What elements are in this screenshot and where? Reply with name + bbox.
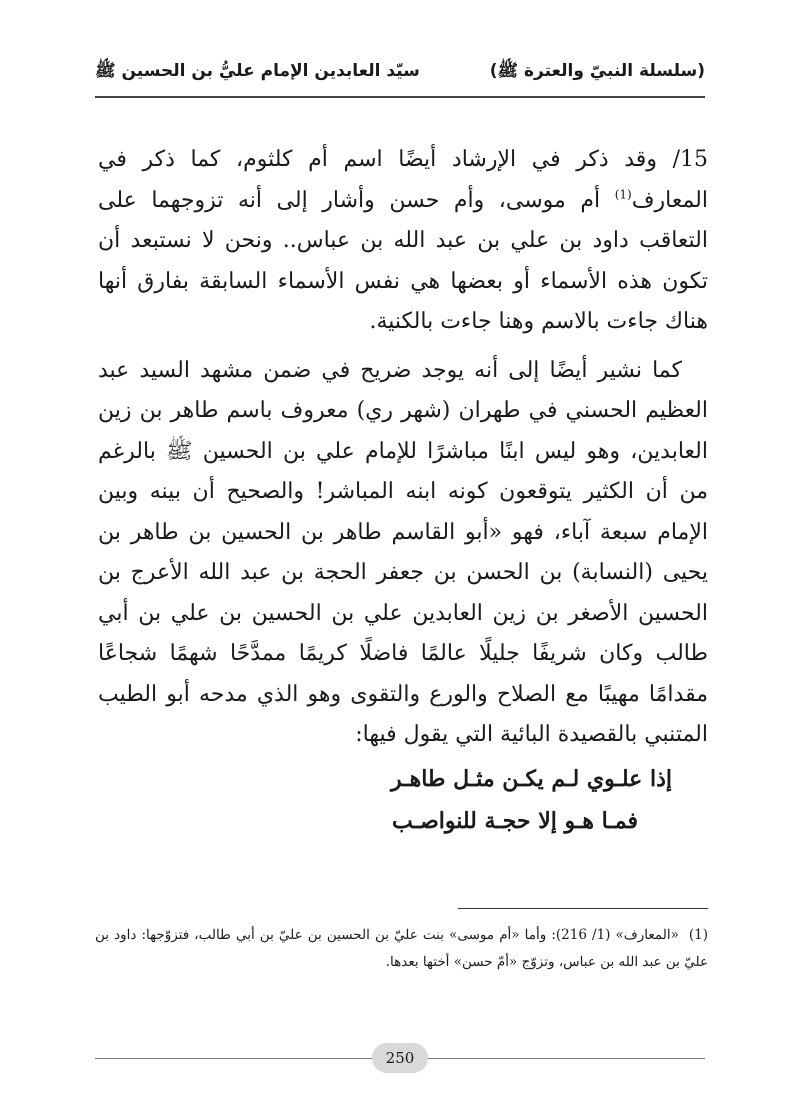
footnote-separator	[458, 908, 708, 909]
paragraph-2: كما نشير أيضًا إلى أنه يوجد ضريح في ضمن مشهد السيد عبد العظيم الحسني في طهران (شهر ري) معروف باسم طاهر بن زين العابدين، وهو ليس ابنًا مباشرًا للإمام علي بن الحسين ﷺ بالرغم من أن الكثير يتوقعون كونه ابنه المباشر! والصحيح أن بينه وبين الإمام سبعة آباء، فهو «أبو القاسم طاهر بن الحسين بن طاهر بن يحيى (النسابة) بن الحسن بن جعفر الحجة بن عبد الله الأعرج بن الحسين الأصغر بن زين العابدين علي بن الحسين بن علي بن أبي طالب وكان شريفًا جليلًا عالمًا فاضلًا كريمًا ممدَّحًا شهمًا شجاعًا مقدامًا مهيبًا مع الصلاح والورع والتقوى وهو الذي مدحه أبو الطيب المتنبي بالقصيدة البائية التي يقول فيها:	[98, 357, 708, 747]
book-title: سيّد العابدين الإمام عليُّ بن الحسين ﷺ	[95, 60, 420, 81]
page-number: 250	[372, 1043, 428, 1073]
main-text	[98, 140, 708, 842]
poem-first-hemistich: إذا علـوي لـم يكـن مثـل طاهـر	[391, 765, 672, 792]
footnote-number: (1)	[688, 927, 709, 943]
poem-second-hemistich: فمـا هـو إلا حجـة للنواصـب	[392, 807, 638, 834]
footnotes	[95, 922, 708, 976]
item-number: 15/	[672, 147, 708, 172]
footnote-marker[interactable]: (1)	[614, 187, 632, 202]
paragraph-15-rest: أم موسى، وأم حسن وأشار إلى أنه تزوجهما على التعاقب داود بن علي بن عبد الله بن عباس.. ونحن لا نستبعد أن تكون هذه الأسماء أو بعضها هي نفس الأسماء السابقة بفارق أنها هناك جاءت بالاسم وهنا جاءت بالكنية.	[98, 187, 708, 334]
running-header	[95, 52, 705, 98]
footnote-1	[95, 922, 708, 976]
page-footer	[95, 1043, 705, 1073]
paragraph-15-start: وقد ذكر في الإرشاد أيضًا اسم أم كلثوم، كما ذكر في المعارف	[98, 147, 708, 213]
poem-verse	[98, 758, 708, 842]
paragraph-15	[98, 140, 708, 343]
series-title: (سلسلة النبيّ والعترة ﷺ)	[489, 60, 705, 81]
footnote-text: «المعارف» (1/ 216): وأما «أم موسى» بنت عليّ بن الحسين بن عليّ بن أبي طالب، فتزوّجها: داود بن عليّ بن عبد الله بن عباس، وتزوّج «أمّ حسن» أختها بعدها.	[95, 927, 708, 970]
